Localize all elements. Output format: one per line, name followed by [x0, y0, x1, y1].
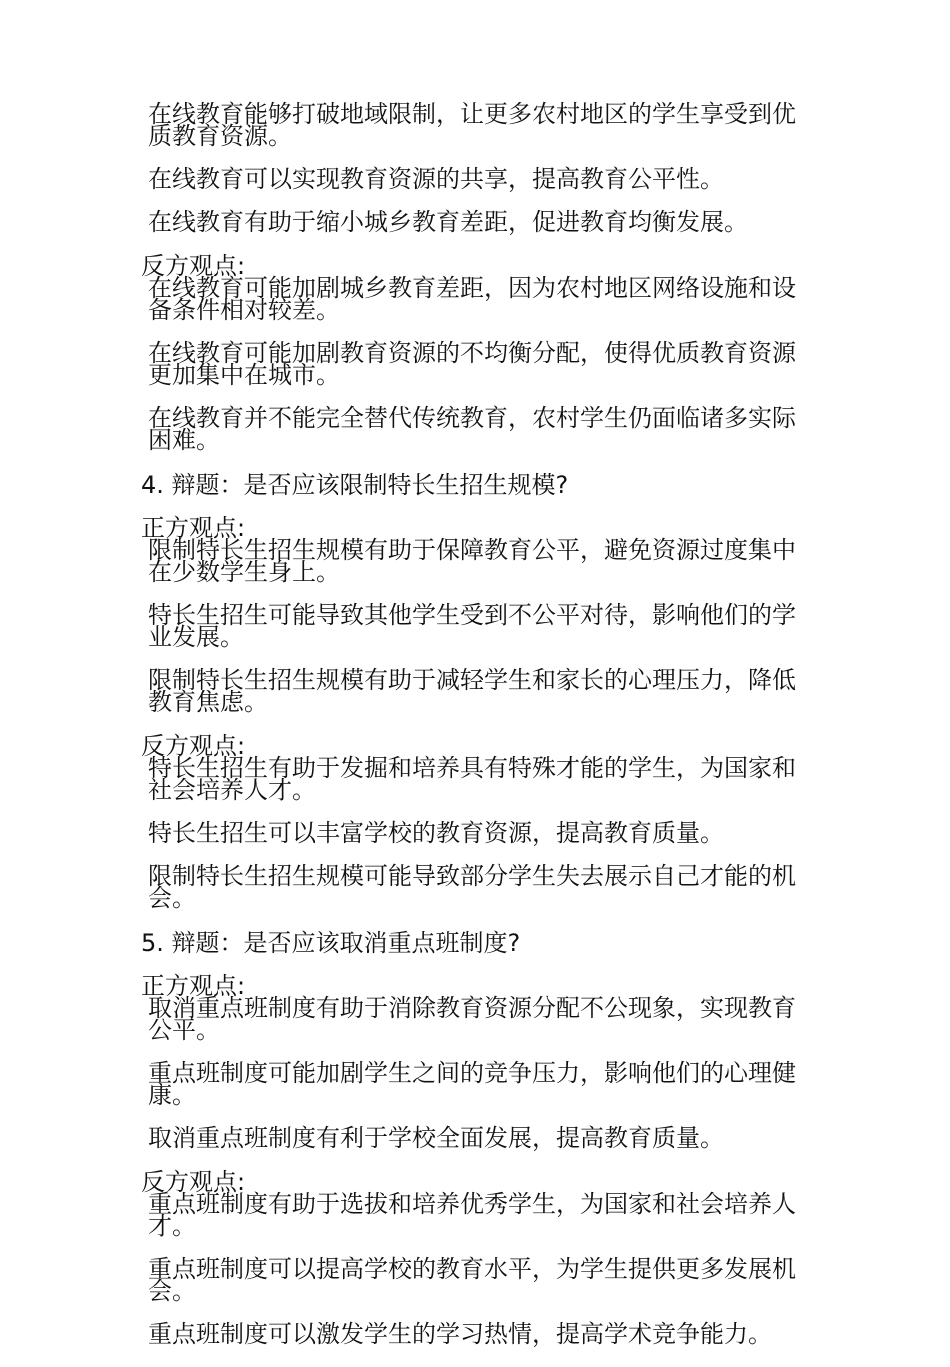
list-item: 重点班制度可能加剧学生之间的竞争压力，影响他们的心理健康。	[148, 1059, 796, 1109]
list-item: 在线教育可以实现教育资源的共享，提高教育公平性。	[148, 165, 724, 193]
con-heading: 反方观点:	[141, 732, 246, 760]
list-item: 限制特长生招生规模有助于保障教育公平，避免资源过度集中在少数学生身上。	[148, 536, 796, 586]
list-item: 在线教育可能加剧城乡教育差距，因为农村地区网络设施和设备条件相对较差。	[148, 274, 796, 324]
list-item: 重点班制度有助于选拔和培养优秀学生，为国家和社会培养人才。	[148, 1190, 796, 1240]
list-item: 在线教育能够打破地域限制，让更多农村地区的学生享受到优质教育资源。	[148, 100, 796, 150]
topic5-con-block	[141, 1168, 801, 1348]
topic5-title: 5. 辩题：是否应该取消重点班制度?	[141, 929, 521, 957]
con-heading: 反方观点:	[141, 1168, 246, 1196]
document-body	[141, 100, 801, 1367]
intro-con-block	[141, 252, 801, 454]
pro-heading: 正方观点:	[141, 514, 246, 542]
topic4-pro-list	[141, 536, 801, 716]
list-item: 特长生招生有助于发掘和培养具有特殊才能的学生，为国家和社会培养人才。	[148, 754, 796, 804]
intro-pro-block	[141, 100, 801, 236]
topic4-pro-block	[141, 514, 801, 716]
topic5-pro-list	[141, 994, 801, 1152]
list-item: 限制特长生招生规模可能导致部分学生失去展示自己才能的机会。	[148, 862, 796, 912]
topic4-title: 4. 辩题：是否应该限制特长生招生规模?	[141, 471, 569, 499]
topic4-con-list	[141, 754, 801, 912]
con-heading: 反方观点:	[141, 252, 246, 280]
list-item: 重点班制度可以提高学校的教育水平，为学生提供更多发展机会。	[148, 1255, 796, 1305]
list-item: 在线教育可能加剧教育资源的不均衡分配，使得优质教育资源更加集中在城市。	[148, 339, 796, 389]
topic4-con-block	[141, 732, 801, 912]
topic5-con-list	[141, 1190, 801, 1348]
list-item: 取消重点班制度有助于消除教育资源分配不公现象，实现教育公平。	[148, 994, 796, 1044]
intro-pro-list	[141, 100, 801, 236]
list-item: 特长生招生可以丰富学校的教育资源，提高教育质量。	[148, 819, 724, 847]
intro-con-list	[141, 274, 801, 454]
list-item: 特长生招生可能导致其他学生受到不公平对待，影响他们的学业发展。	[148, 601, 796, 651]
list-item: 在线教育有助于缩小城乡教育差距，促进教育均衡发展。	[148, 208, 748, 236]
pro-heading: 正方观点:	[141, 972, 246, 1000]
list-item: 限制特长生招生规模有助于减轻学生和家长的心理压力，降低教育焦虑。	[148, 666, 796, 716]
topic5-pro-block	[141, 972, 801, 1152]
list-item: 在线教育并不能完全替代传统教育，农村学生仍面临诸多实际困难。	[148, 404, 796, 454]
list-item: 重点班制度可以激发学生的学习热情，提高学术竞争能力。	[148, 1320, 772, 1348]
list-item: 取消重点班制度有利于学校全面发展，提高教育质量。	[148, 1124, 724, 1152]
